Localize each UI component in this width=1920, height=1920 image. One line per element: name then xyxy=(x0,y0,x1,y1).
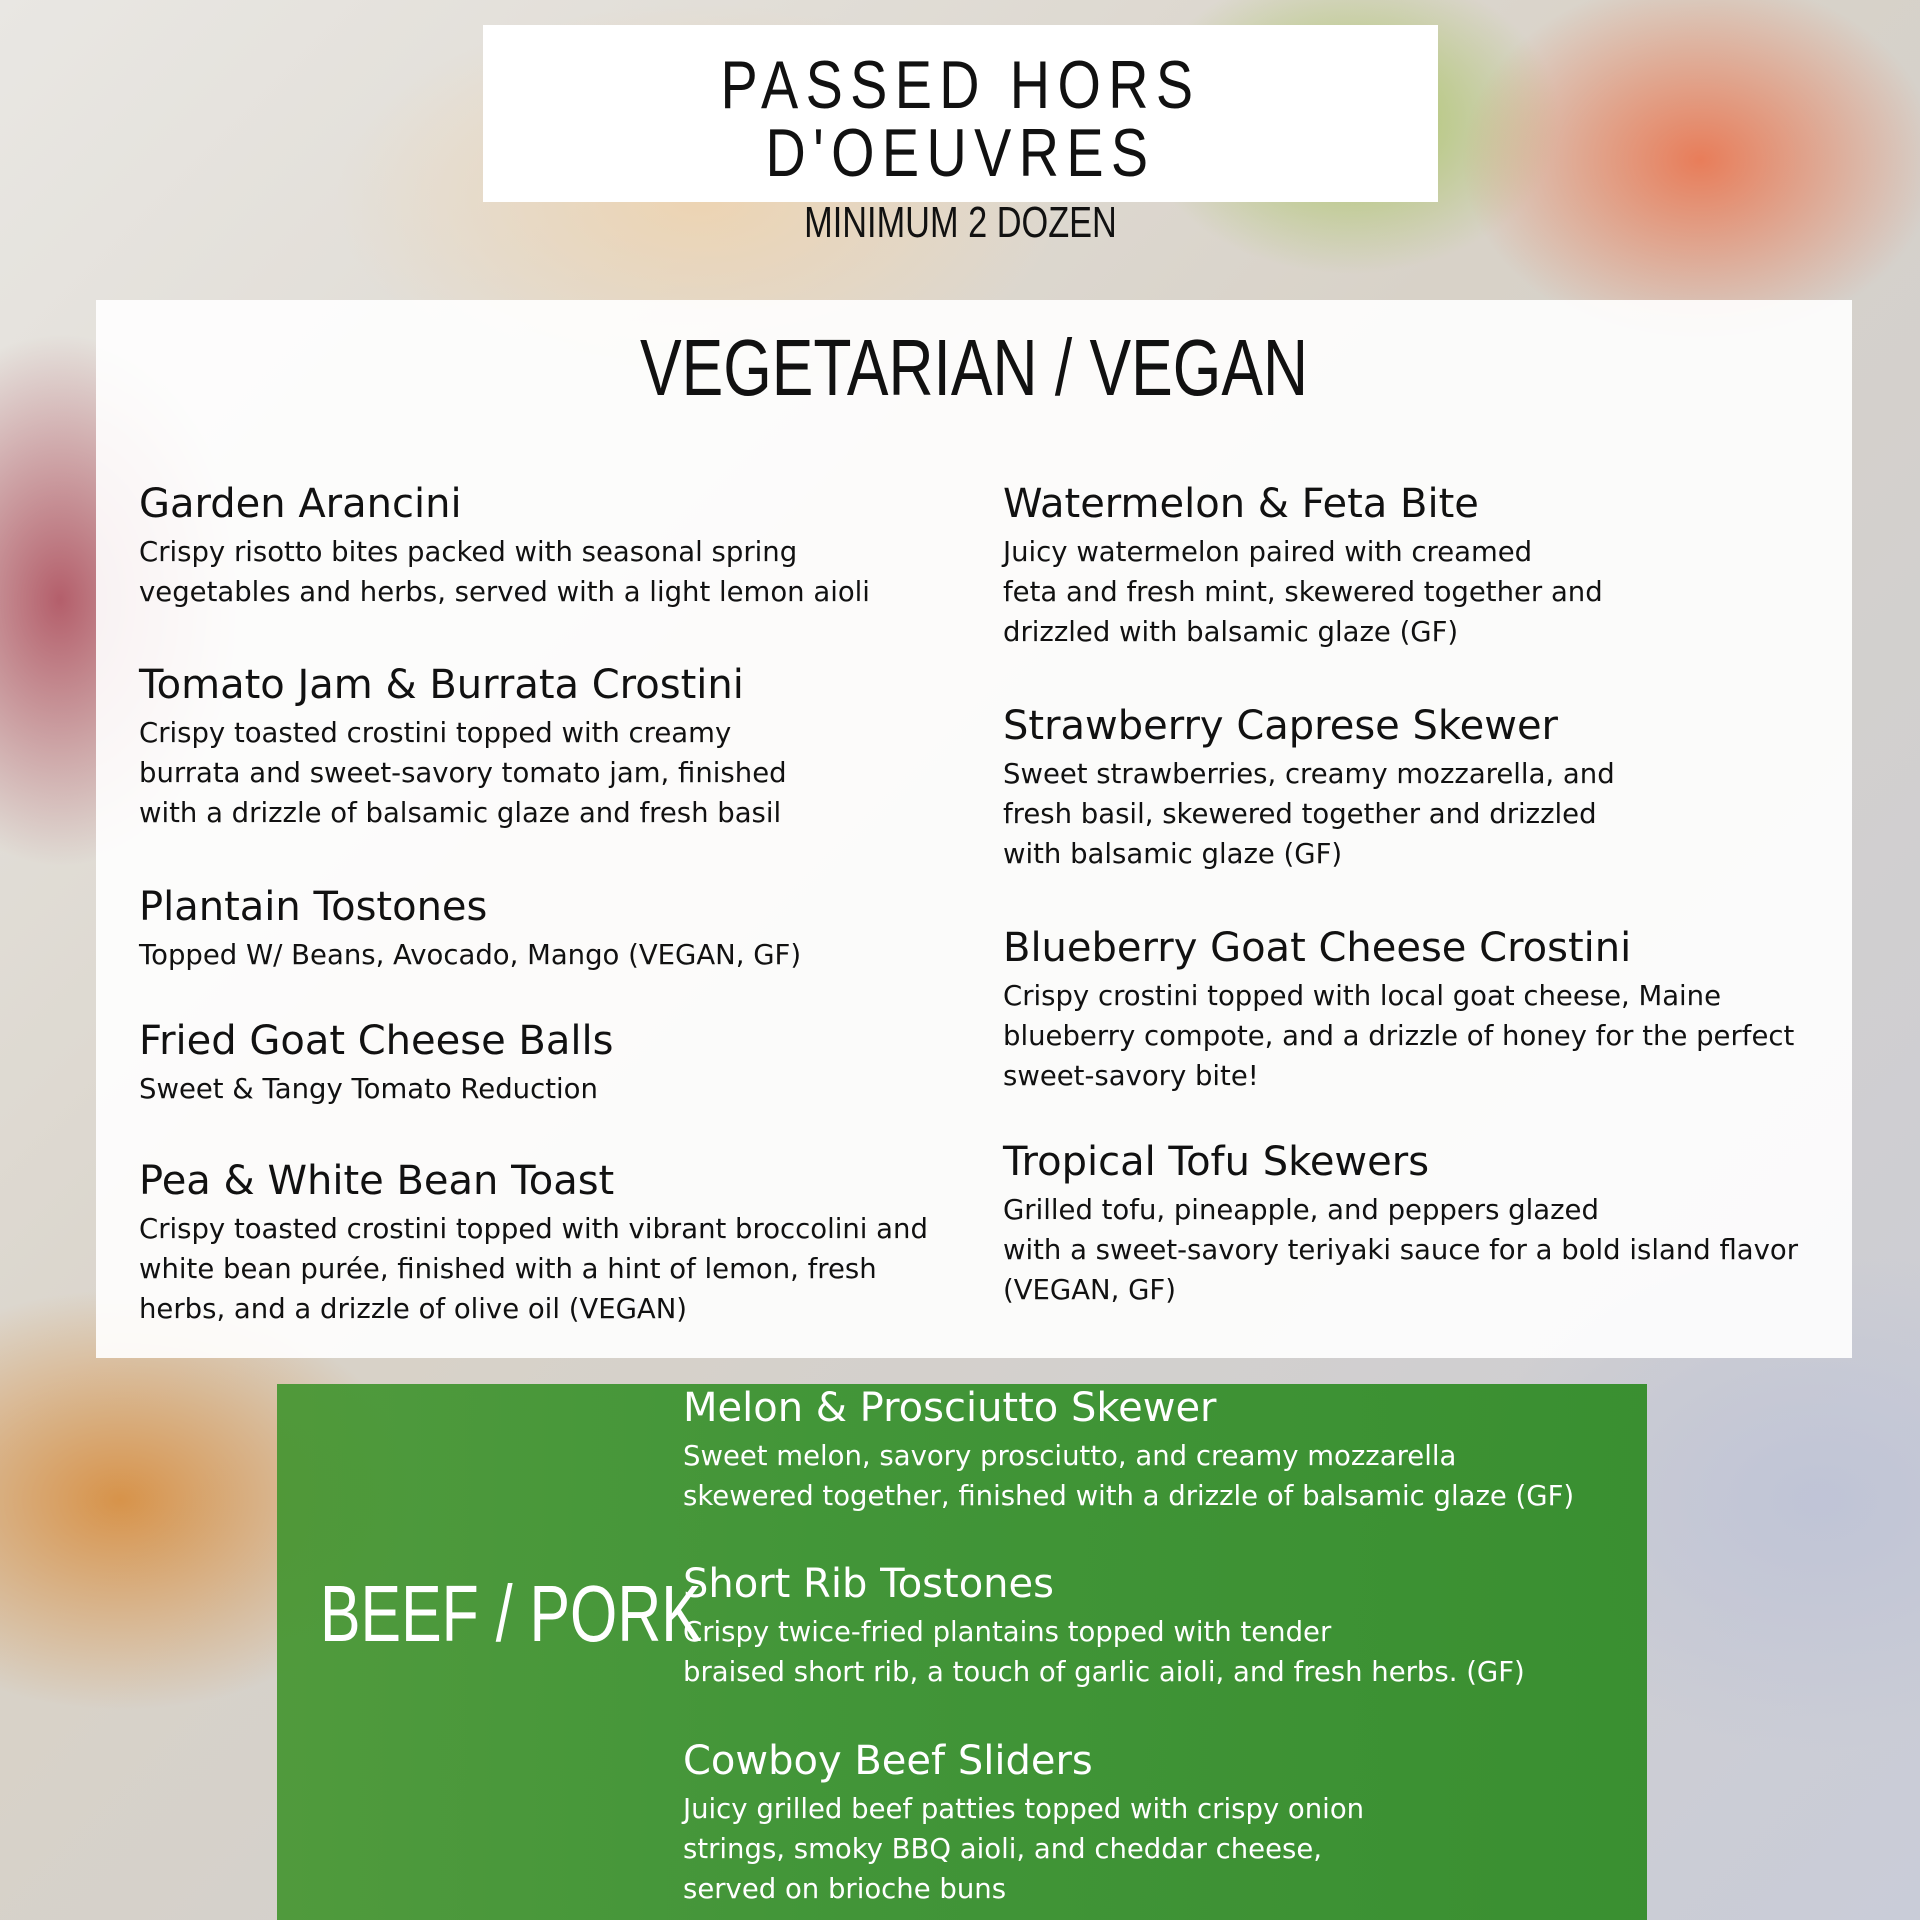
item-name: Strawberry Caprese Skewer xyxy=(1003,703,1558,749)
menu-item xyxy=(139,1017,969,1109)
menu-item xyxy=(683,1737,1633,1909)
page-title: PASSED HORS D'OEUVRES xyxy=(720,47,1201,191)
item-description: Sweet strawberries, creamy mozzarella, and fresh basil, skewered together and drizzled with balsamic glaze (GF) xyxy=(1003,758,1615,870)
item-name: Garden Arancini xyxy=(139,481,462,527)
section-heading: BEEF / PORK xyxy=(320,1569,702,1658)
item-name: Fried Goat Cheese Balls xyxy=(139,1018,614,1064)
item-description: Sweet & Tangy Tomato Reduction xyxy=(139,1073,598,1105)
item-name: Cowboy Beef Sliders xyxy=(683,1738,1093,1784)
item-name: Blueberry Goat Cheese Crostini xyxy=(1003,925,1632,971)
item-description: Juicy grilled beef patties topped with crispy onion strings, smoky BBQ aioli, and cheddar cheese, served on brioche buns xyxy=(683,1793,1365,1905)
item-name: Pea & White Bean Toast xyxy=(139,1158,615,1204)
item-description: Topped W/ Beans, Avocado, Mango (VEGAN, GF) xyxy=(139,939,802,971)
item-description: Grilled tofu, pineapple, and peppers glazed with a sweet-savory teriyaki sauce for a bold island flavor (VEGAN, GF) xyxy=(1003,1194,1799,1306)
item-description: Juicy watermelon paired with creamed feta and fresh mint, skewered together and drizzled with balsamic glaze (GF) xyxy=(1003,536,1603,648)
menu-item xyxy=(1003,1138,1833,1310)
menu-item xyxy=(139,883,969,975)
item-description: Crispy risotto bites packed with seasonal spring vegetables and herbs, served with a light lemon aioli xyxy=(139,536,870,608)
item-name: Short Rib Tostones xyxy=(683,1561,1054,1607)
menu-item xyxy=(1003,702,1833,874)
item-name: Melon & Prosciutto Skewer xyxy=(683,1385,1217,1431)
item-name: Plantain Tostones xyxy=(139,884,488,930)
item-description: Crispy toasted crostini topped with creamy burrata and sweet-savory tomato jam, finished with a drizzle of balsamic glaze and fresh basil xyxy=(139,717,787,829)
item-name: Tomato Jam & Burrata Crostini xyxy=(139,662,744,708)
item-description: Crispy toasted crostini topped with vibrant broccolini and white bean purée, finished with a hint of lemon, fresh herbs, and a drizzle of olive oil (VEGAN) xyxy=(139,1213,928,1325)
vegetarian-section xyxy=(96,300,1852,1358)
menu-item xyxy=(1003,924,1833,1096)
menu-item xyxy=(683,1384,1633,1516)
item-description: Crispy twice-fried plantains topped with tender braised short rib, a touch of garlic aioli, and fresh herbs. (GF) xyxy=(683,1616,1525,1688)
item-name: Tropical Tofu Skewers xyxy=(1003,1139,1430,1185)
item-description: Crispy crostini topped with local goat cheese, Maine blueberry compote, and a drizzle of honey for the perfect sweet-savory bite! xyxy=(1003,980,1795,1092)
menu-item xyxy=(139,480,969,612)
menu-item xyxy=(139,1157,969,1329)
menu-item xyxy=(683,1560,1633,1692)
title-box xyxy=(483,25,1438,247)
item-description: Sweet melon, savory prosciutto, and creamy mozzarella skewered together, finished with a drizzle of balsamic glaze (GF) xyxy=(683,1440,1575,1512)
beef-pork-section xyxy=(277,1384,1647,1920)
item-name: Watermelon & Feta Bite xyxy=(1003,481,1479,527)
page-subtitle: MINIMUM 2 DOZEN xyxy=(804,198,1117,247)
menu-item xyxy=(1003,480,1833,652)
menu-item xyxy=(139,661,969,833)
section-heading: VEGETARIAN / VEGAN xyxy=(639,323,1309,412)
